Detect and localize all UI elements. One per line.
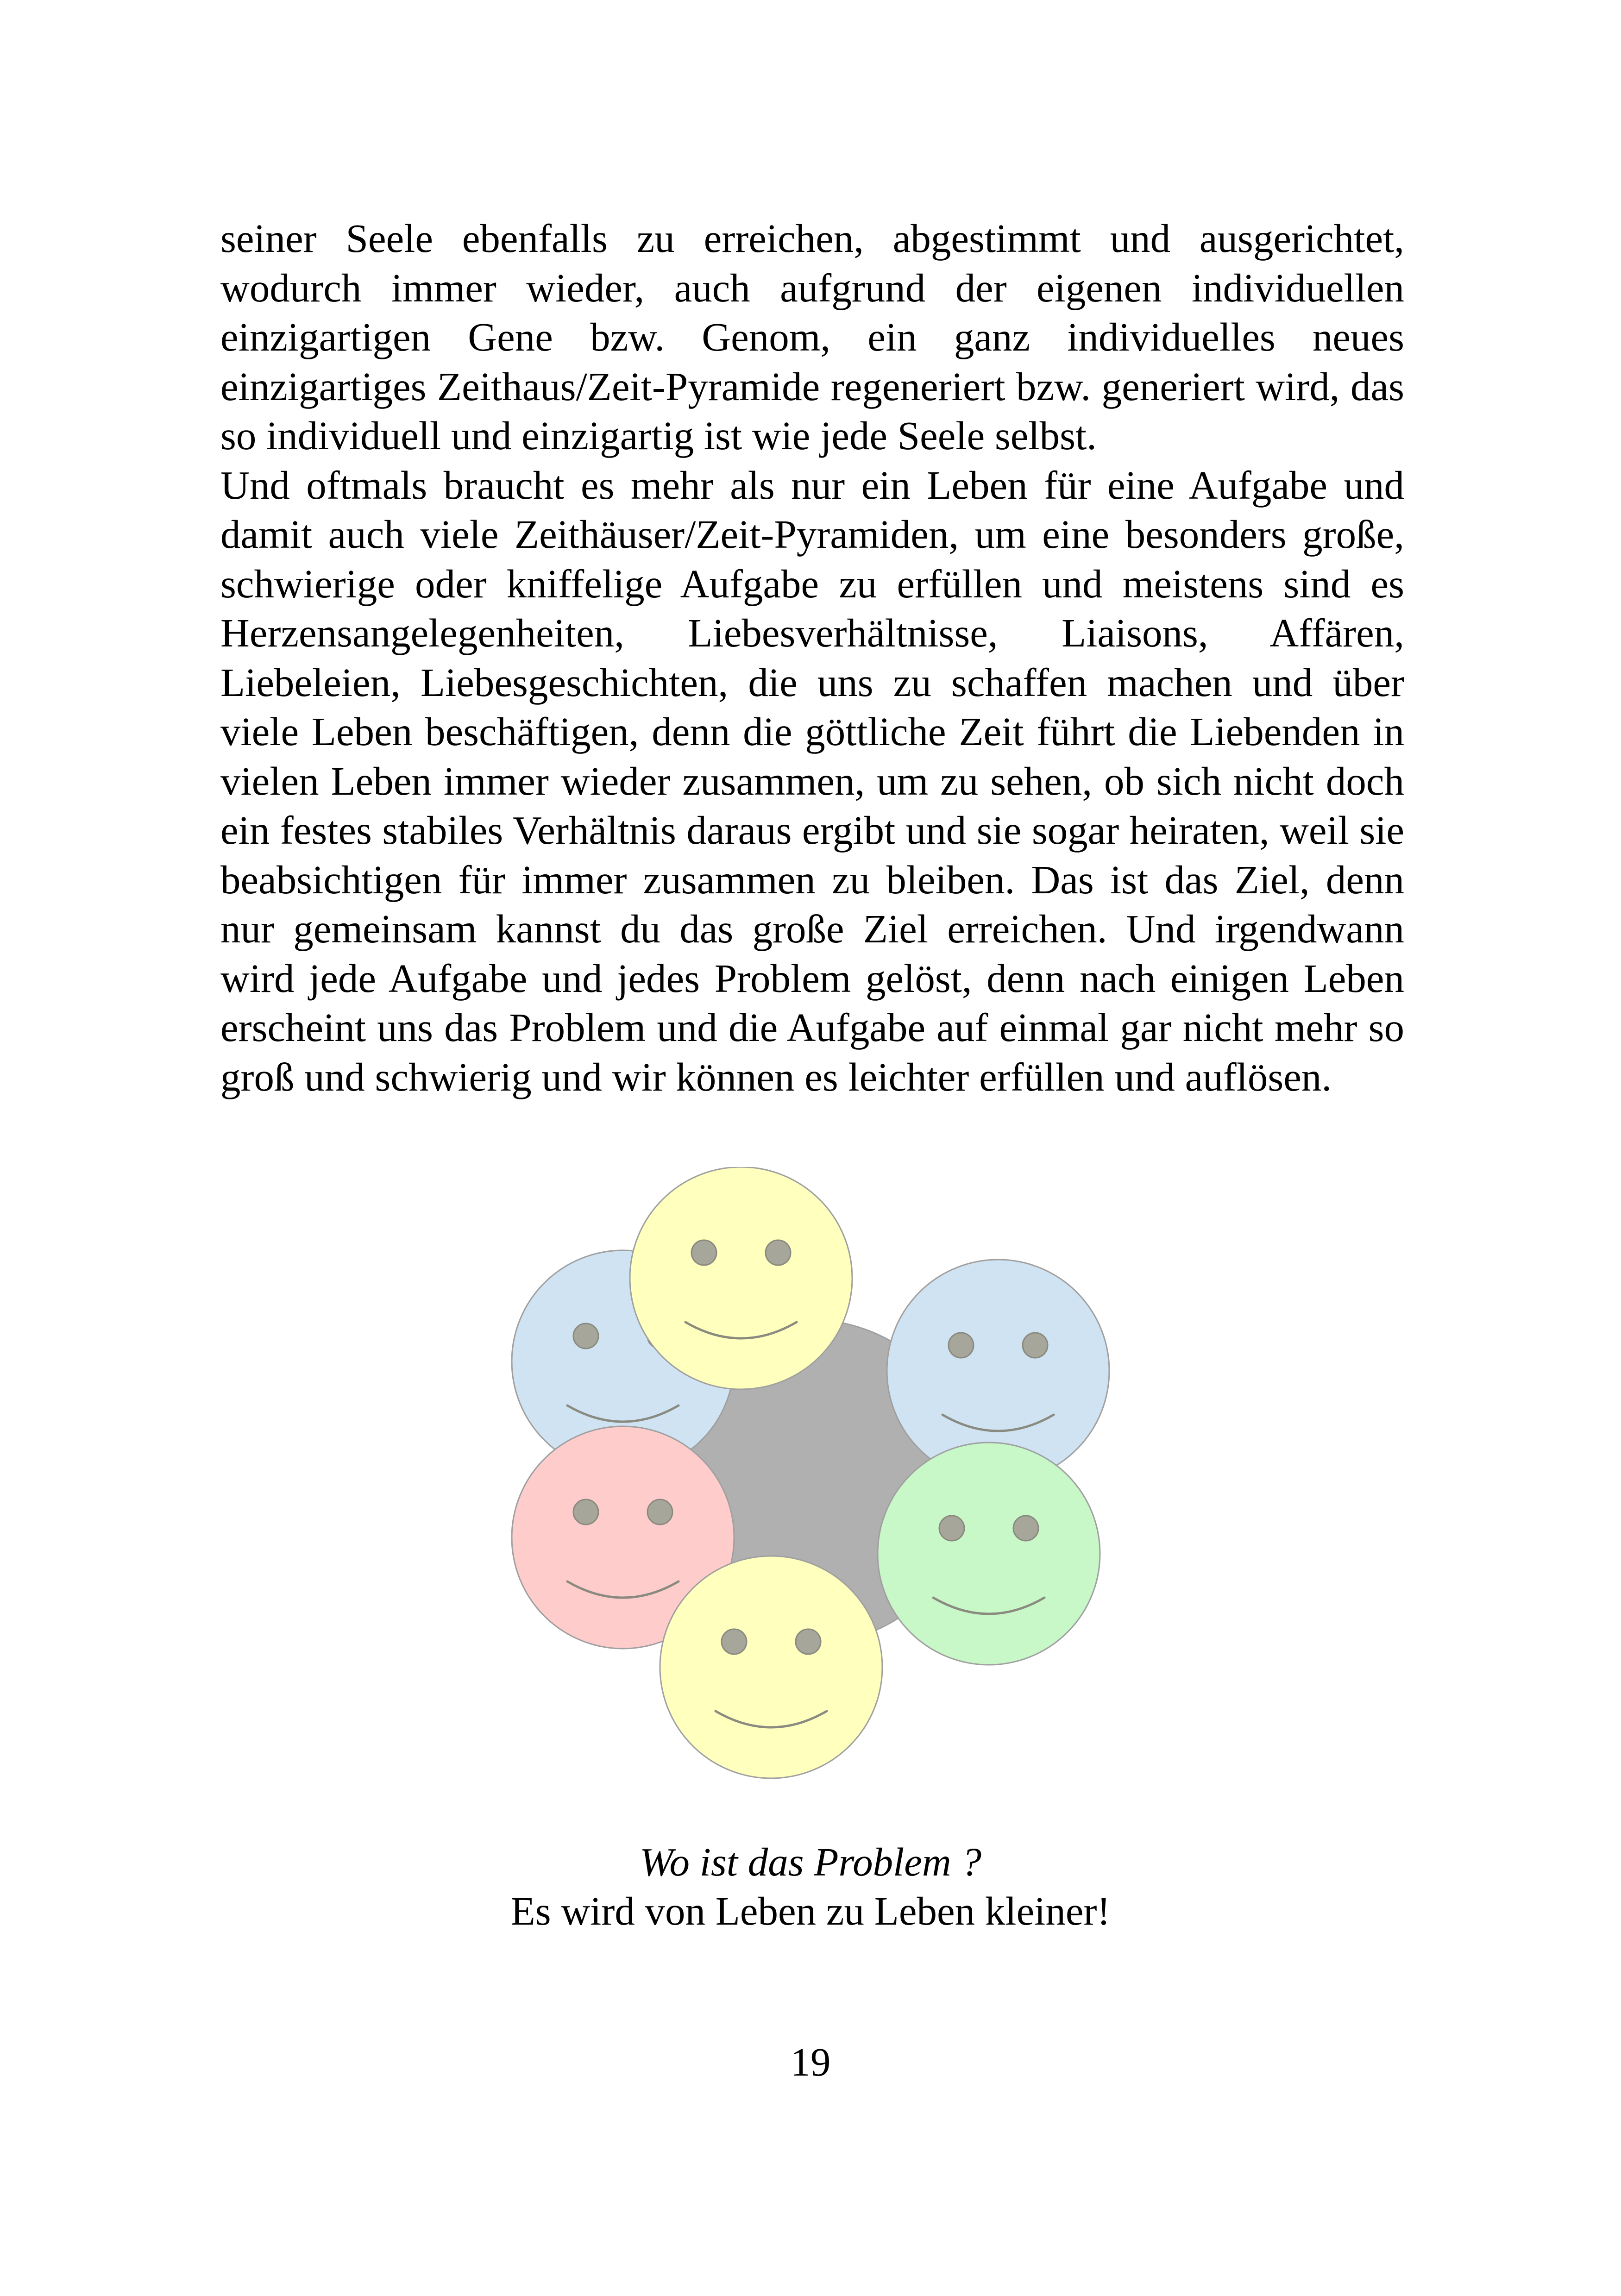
smiley-yellow-top-right-eye bbox=[766, 1240, 791, 1265]
smiley-circle-illustration bbox=[509, 1167, 1130, 1788]
smiley-green-face bbox=[878, 1443, 1100, 1665]
smiley-green bbox=[878, 1443, 1100, 1665]
paragraph-1: seiner Seele ebenfalls zu erreichen, abgestimmt und ausgerichtet, wodurch immer wieder, auch aufgrund der eigenen individuellen einzigartigen Gene bzw. Genom, ein ganz individuelles neues einzigartiges Zeithaus/Zeit-Pyramide regeneriert bzw. generiert wird, das so individuell und einzigartig ist wie jede Seele selbst. bbox=[220, 216, 1404, 458]
paragraph-2: Und oftmals braucht es mehr als nur ein Leben für eine Aufgabe und damit auch viele Zeithäuser/Zeit-Pyramiden, um eine besonders große, schwierige oder kniffelige Aufgabe zu erfüllen und meistens sind es Herzensangelegenheiten, Liebesverhältnisse, Liaisons, Affären, Liebeleien, Liebesgeschichten, die uns zu schaffen machen und über viele Leben beschäftigen, denn die göttliche Zeit führt die Liebenden in vielen Leben immer wieder zusammen, um zu sehen, ob sich nicht doch ein festes stabiles Verhältnis daraus ergibt und sie sogar heiraten, weil sie beabsichtigen für immer zusammen zu bleiben. Das ist das Ziel, denn nur gemeinsam kannst du das große Ziel erreichen. Und irgendwann wird jede Aufgabe und jedes Problem gelöst, denn nach einigen Leben erscheint uns das Problem und die Aufgabe auf einmal gar nicht mehr so groß und schwierig und wir können es leichter erfüllen und auflösen. bbox=[220, 462, 1404, 1099]
smiley-blue-left-left-eye bbox=[573, 1324, 598, 1349]
smiley-yellow-top-left-eye bbox=[691, 1240, 716, 1265]
body-text bbox=[220, 214, 1404, 1102]
page-number: 19 bbox=[790, 2039, 831, 2084]
smiley-red-right-eye bbox=[647, 1499, 672, 1524]
smiley-yellow-bottom-face bbox=[660, 1556, 882, 1778]
smiley-yellow-top bbox=[630, 1167, 852, 1389]
smiley-green-right-eye bbox=[1013, 1516, 1038, 1541]
smiley-red-left-eye bbox=[573, 1499, 598, 1524]
smiley-blue-right-left-eye bbox=[949, 1333, 974, 1358]
smiley-yellow-bottom-left-eye bbox=[722, 1629, 747, 1654]
smiley-green-left-eye bbox=[939, 1516, 964, 1541]
smiley-yellow-bottom bbox=[660, 1556, 882, 1778]
smiley-yellow-bottom-right-eye bbox=[796, 1629, 821, 1654]
smiley-svg bbox=[509, 1167, 1130, 1788]
caption-subtitle: Es wird von Leben zu Leben kleiner! bbox=[510, 1888, 1111, 1933]
smiley-blue-right-right-eye bbox=[1023, 1333, 1048, 1358]
caption-title: Wo ist das Problem ? bbox=[640, 1839, 981, 1884]
smiley-yellow-top-face bbox=[630, 1167, 852, 1389]
